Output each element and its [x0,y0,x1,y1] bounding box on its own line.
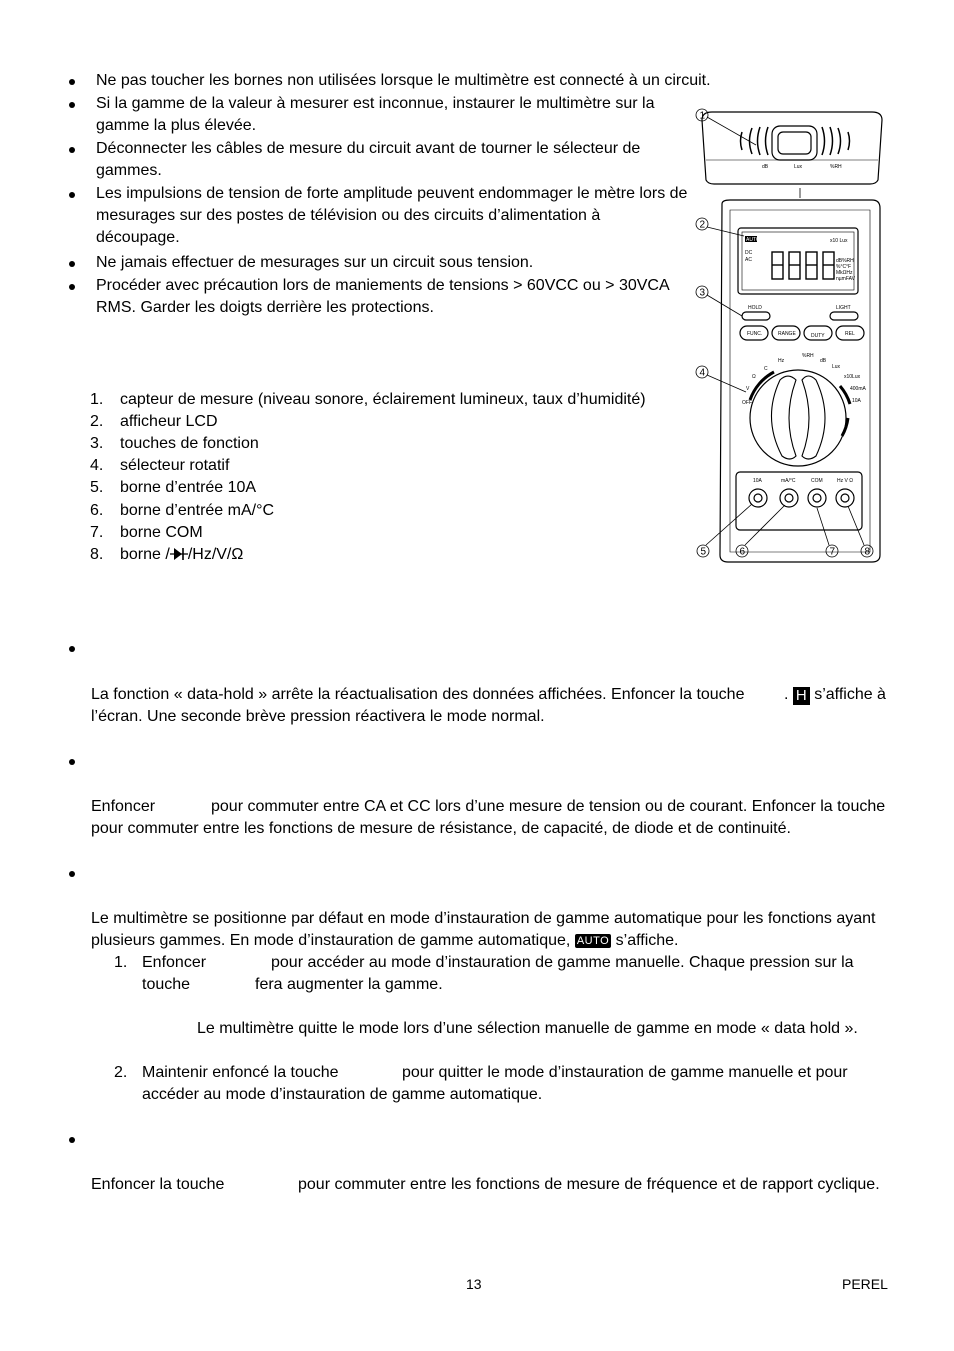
lcd-auto-label: AUTO [746,237,760,243]
input-jacks [749,489,854,507]
rotary-selector [750,370,846,466]
hold-paragraph-line2: l’écran. Une seconde brève pression réactivera le mode normal. [91,708,545,725]
duty-button-label: DUTY [811,333,825,339]
hold-button-label: HOLD [748,305,762,311]
parts-item-number: 8. [90,545,104,563]
range-step1-c: touche [142,976,191,993]
jack-label-com: COM [811,478,823,484]
jack-label-10a: 10A [753,478,762,484]
light-button-label: LIGHT [836,305,851,311]
range-step1-a: Enfoncer [142,954,207,971]
multimeter-diagram [690,100,895,570]
hold-text-b: . [784,686,789,703]
callout-8: 8 [864,546,871,558]
safety-bullet-text: Ne pas toucher les bornes non utilisées lorsque le multimètre est connecté à un circuit. [96,72,711,89]
section-bullet-func [69,759,75,765]
range-step2-c: accéder au mode d’instauration de gamme automatique. [142,1086,543,1103]
parts-item-number: 4. [90,457,104,475]
range-step1-d: fera augmenter la gamme. [255,976,443,993]
light-button [830,312,858,320]
safety-bullet-text: RMS. Garder les doigts derrière les protections. [96,299,434,316]
callout-2: 2 [699,219,706,231]
safety-bullet-dot [69,261,75,267]
lcd-right-2: %°C°F [836,264,852,270]
safety-bullet-text: Si la gamme de la valeur à mesurer est inconnue, instaurer le multimètre sur la [96,95,655,112]
lcd-unit-label: x10 Lux [830,238,848,244]
sensor-housing [699,110,882,184]
lcd-right-3: MkΩHz [836,270,853,276]
hold-button [742,312,770,320]
dial-label-ohm: Ω [752,374,756,380]
duty-line1b: pour commuter entre les fonctions de mesure de fréquence et de rapport cyclique. [298,1176,880,1193]
safety-bullet-text: gammes. [96,162,162,179]
safety-bullet-dot [69,79,75,85]
sensor-label-db: dB [762,164,769,170]
range-step1-number: 1. [114,954,128,971]
auto-icon: AUTO [576,935,610,947]
dial-label-db: dB [820,358,827,364]
lcd-right-1: dB%RH [836,258,854,264]
range-step2-number: 2. [114,1064,128,1081]
parts-item-suffix: /Hz/V/Ω [187,545,244,563]
jack-label-vohm: Hz V Ω [837,478,853,484]
parts-item-text: borne COM [120,523,203,541]
parts-item-text [120,544,243,566]
dial-label-rh: %RH [802,353,814,359]
parts-item-text: sélecteur rotatif [120,457,230,475]
section-bullet-duty [69,1137,75,1143]
range-line2 [91,930,679,952]
range-step2-b: pour quitter le mode d’instauration de gamme manuelle et pour [402,1064,848,1081]
jack-label-ma: mA/°C [781,478,796,484]
sensor-window [772,126,817,160]
parts-item-number: 7. [90,523,104,541]
section-bullet-hold [69,646,75,652]
parts-item-text: capteur de mesure (niveau sonore, éclairement lumineux, taux d’humidité) [120,391,646,408]
rel-button-label: REL [845,331,855,337]
parts-item-number: 6. [90,501,104,519]
range-line2-a: plusieurs gammes. En mode d’instauration de gamme automatique, [91,932,571,949]
parts-item-prefix: borne / [120,545,170,563]
hold-paragraph-line1 [91,684,744,706]
parts-item-number: 1. [90,391,104,408]
range-button-label: RANGE [778,331,796,337]
section-bullet-range [69,871,75,877]
parts-item-number: 3. [90,435,104,453]
dial-label-10a: 10A [852,398,861,404]
lcd-digits [772,252,834,279]
footer-brand: PEREL [842,1276,888,1292]
dial-label-hz: Hz [778,358,785,364]
range-step2-a: Maintenir enfoncé la touche [142,1064,339,1081]
safety-bullet-text: Procéder avec précaution lors de maniements de tensions > 60VCC ou > 30VCA [96,277,670,294]
sensor-label-rh: %RH [830,164,842,170]
safety-bullet-dot [69,284,75,290]
parts-item-text: afficheur LCD [120,413,218,431]
diode-icon [170,547,188,561]
page-number: 13 [466,1276,482,1292]
hold-paragraph-line1-tail [784,684,886,706]
range-step1-b: pour accéder au mode d’instauration de gamme manuelle. Chaque pression sur la [271,954,854,971]
hold-text-a: La fonction « data-hold » arrête la réactualisation des données affichées. Enfoncer la touche [91,686,745,703]
func-line1b: pour commuter entre CA et CC lors d’une mesure de tension ou de courant. Enfoncer la touche [211,798,886,815]
range-note: Le multimètre quitte le mode lors d’une sélection manuelle de gamme en mode « data hold ». [197,1020,858,1037]
dial-label-c: C [764,366,768,372]
range-line1: Le multimètre se positionne par défaut en mode d’instauration de gamme automatique pour les fonctions ayant [91,910,876,927]
sensor-label-lux: Lux [794,164,803,170]
callout-1: 1 [699,110,706,122]
safety-bullet-text: mesurages sur des postes de télévision ou des circuits d’alimentation à [96,207,601,224]
safety-bullet-dot [69,102,75,108]
duty-line1a: Enfoncer la touche [91,1176,225,1193]
dial-label-400ma: 400mA [850,386,866,392]
safety-bullet-text: gamme la plus élevée. [96,117,257,134]
hold-h-icon: H [793,687,810,705]
callout-6: 6 [739,546,746,558]
dial-label-off: OFF [742,400,752,406]
safety-bullet-text: Déconnecter les câbles de mesure du circuit avant de tourner le sélecteur de [96,140,641,157]
callout-4: 4 [699,367,706,379]
safety-bullet-text: Les impulsions de tension de forte amplitude peuvent endommager le mètre lors de [96,185,688,202]
func-line2: pour commuter entre les fonctions de mesure de résistance, de capacité, de diode et de continuité. [91,820,791,837]
range-line2-b: s’affiche. [615,932,679,949]
safety-bullet-text: Ne jamais effectuer de mesurages sur un circuit sous tension. [96,254,534,271]
callout-3: 3 [699,287,706,299]
dial-label-v: V [746,386,750,392]
func-button-label: FUNC. [747,331,763,337]
safety-bullet-dot [69,147,75,153]
safety-bullet-dot [69,192,75,198]
hold-text-c: s’affiche à [814,686,886,703]
parts-item-text: borne d’entrée 10A [120,479,257,497]
callout-7: 7 [829,546,836,558]
parts-item-text: touches de fonction [120,435,259,453]
parts-item-text: borne d’entrée mA/°C [120,501,275,519]
parts-item-number: 2. [90,413,104,431]
dial-label-x10lux: x10Lux [844,374,861,380]
parts-item-number: 5. [90,479,104,497]
safety-bullet-text: découpage. [96,229,180,246]
lcd-dc-label: DC [745,250,753,256]
lcd-ac-label: AC [745,257,752,263]
callout-5: 5 [700,546,707,558]
func-line1a: Enfoncer [91,798,156,815]
sensor-vents [741,127,850,155]
dial-label-lux: Lux [832,364,841,370]
lcd-right-4: nµmFAV [836,276,855,282]
